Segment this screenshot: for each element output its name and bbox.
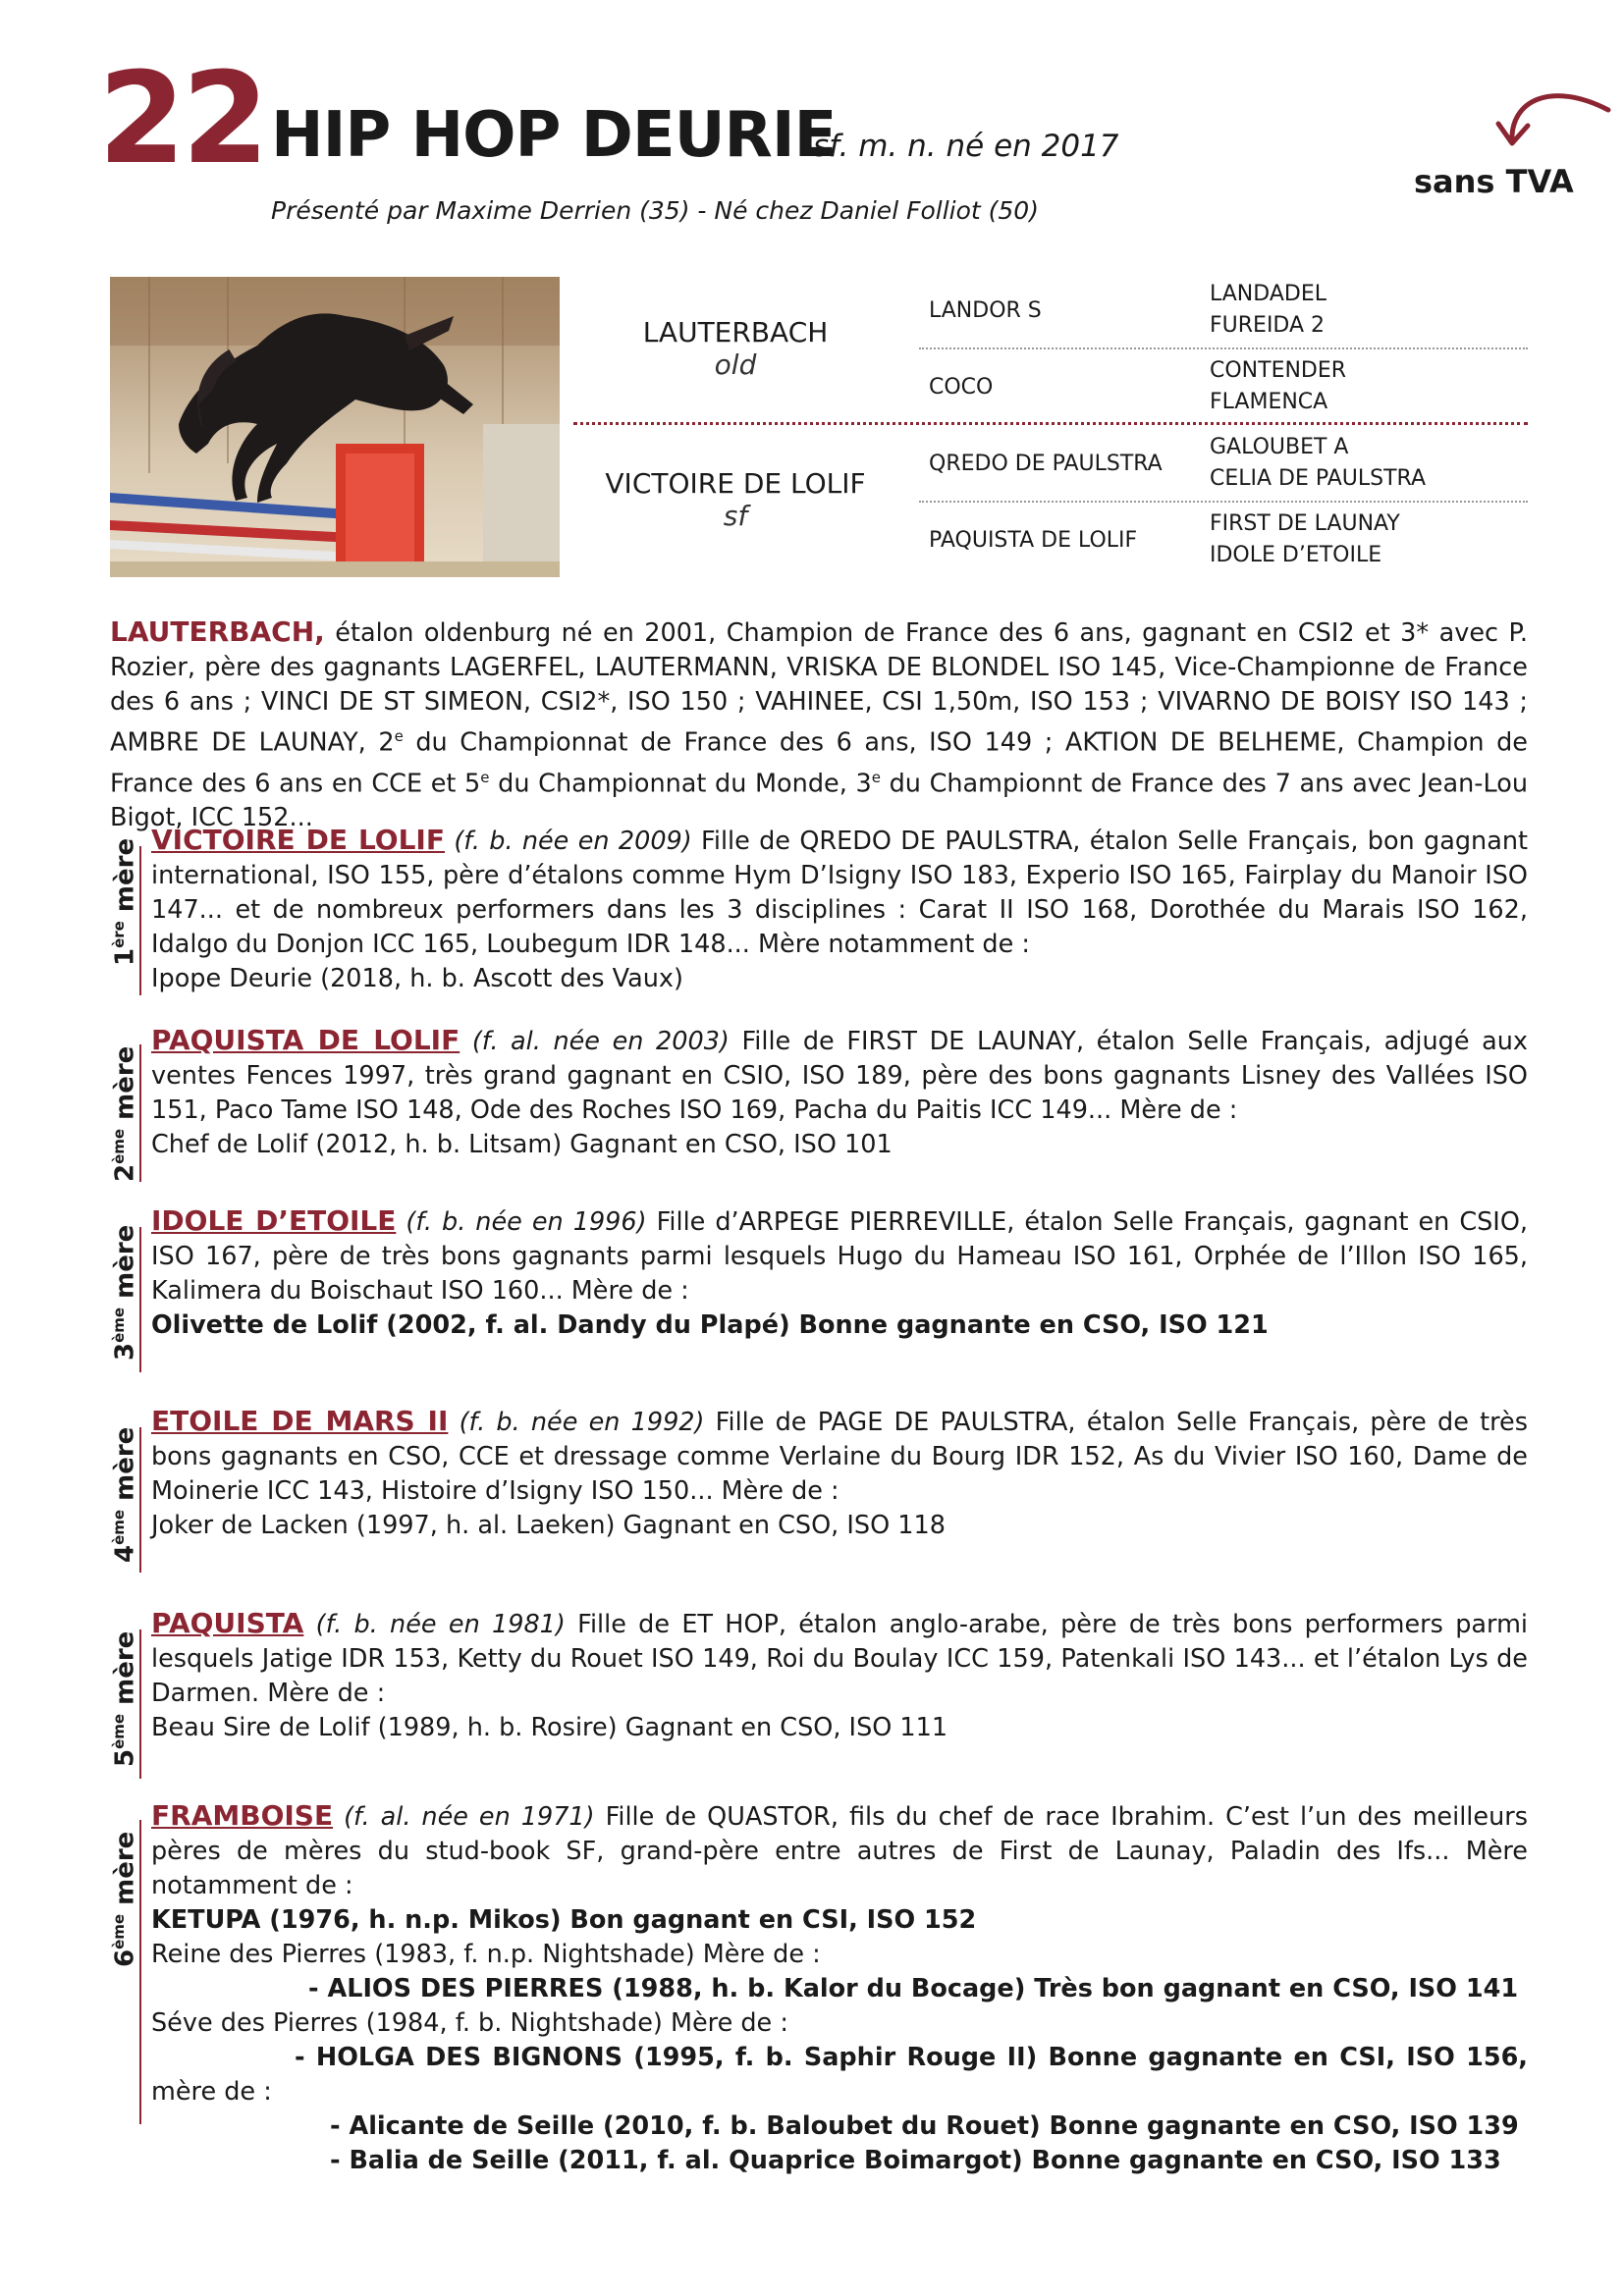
pedigree-ds: QREDO DE PAULSTRA [929,452,1163,476]
dam-4-name: ETOILE DE MARS II [151,1405,449,1437]
dam-4-produce: Joker de Lacken (1997, h. al. Laeken) Gagnant en CSO, ISO 118 [151,1511,946,1540]
dam-3-block: IDOLE D’ETOILE (f. b. née en 1996) Fille d’ARPEGE PIERREVILLE, étalon Selle Français, gagnant en CSIO, ISO 167, père de très bons gagnants parmi lesquels Hugo du Hameau ISO 161, Orphée de l’Illon ISO 165, Kalimera du Boischaut ISO 160... Mère de : Olivette de Lolif (2002, f. al. Dandy du Plapé) Bonne gagnante en CSO, ISO 121 [151,1204,1529,1340]
sire-name: LAUTERBACH [642,316,829,348]
sire-description: LAUTERBACH, étalon oldenburg né en 2001, Champion de France des 6 ans, gagnant en CSI2 et 3* avec P. Rozier, père des gagnants LAGERFEL, LAUTERMANN, VRISKA DE BLONDEL ISO 145, Vice-Championne de France des 6 ans ; VINCI DE ST SIMEON, CSI2*, ISO 150 ; VAHINEE, CSI 1,50m, ISO 153 ; VIVARNO DE BOISY ISO 143 ; AMBRE DE LAUNAY, 2e du Championnat de France des 6 ans, ISO 149 ; AKTION DE BELHEME, Champion de France des 6 ans en CCE et 5e du Championnat du Monde, 3e du Championnt de France des 7 ans avec Jean-Lou Bigot, ICC 152... [110,615,1529,832]
pedigree-sd: COCO [929,375,994,400]
dam-6-produce-4: Séve des Pierres (1984, f. b. Nightshade) Mère de : [151,2008,788,2038]
dam-2-produce: Chef de Lolif (2012, h. b. Litsam) Gagnant en CSO, ISO 101 [151,1130,893,1159]
presenter-line: Présenté par Maxime Derrien (35) - Né chez Daniel Folliot (50) [271,196,1039,225]
dam-1-label: 1ère mère [110,837,140,966]
dam-3-name: IDOLE D’ETOILE [151,1204,397,1237]
dam-2-name: PAQUISTA DE LOLIF [151,1024,460,1056]
dam-6-name: FRAMBOISE [151,1799,334,1832]
pedigree-dds: FIRST DE LAUNAY [1210,511,1400,536]
pedigree-divider [919,347,1528,349]
dam-4-block: ETOILE DE MARS II (f. b. née en 1992) Fille de PAGE DE PAULSTRA, étalon Selle Français, père de très bons gagnants en CSO, CCE et dressage comme Verlaine du Bourg IDR 152, As du Vivier ISO 160, Dame de Moinerie ICC 143, Histoire d’Isigny ISO 150... Mère de : Joker de Lacken (1997, h. al. Laeken) Gagnant en CSO, ISO 118 [151,1405,1529,1540]
lot-number: 22 [98,46,266,192]
pedigree-ssd: FUREIDA 2 [1210,313,1326,338]
pedigree-dss: GALOUBET A [1210,435,1349,459]
dam-5-label: 5ème mère [110,1630,140,1767]
curved-arrow-icon [1492,80,1614,153]
pedigree-sdd: FLAMENCA [1210,390,1328,414]
dam-5-name: PAQUISTA [151,1607,304,1639]
sire-breed: old [714,348,757,381]
pedigree-dsd: CELIA DE PAULSTRA [1210,466,1426,491]
dam-6-produce-6: - Alicante de Seille (2010, f. b. Baloubet du Rouet) Bonne gagnante en CSO, ISO 139 [330,2111,1519,2141]
dam-2-label: 2ème mère [110,1045,140,1182]
pedigree-ddd: IDOLE D’ETOILE [1210,543,1382,567]
dam-name: VICTOIRE DE LOLIF [605,467,866,500]
dam-6-produce-7: - Balia de Seille (2011, f. al. Quaprice Boimargot) Bonne gagnante en CSO, ISO 133 [330,2146,1501,2175]
dam-5-produce: Beau Sire de Lolif (1989, h. b. Rosire) Gagnant en CSO, ISO 111 [151,1713,948,1742]
dam-2-block: PAQUISTA DE LOLIF (f. al. née en 2003) Fille de FIRST DE LAUNAY, étalon Selle Français, adjugé aux ventes Fences 1997, très grand gagnant en CSIO, ISO 189, père des bons gagnants Lisney des Vallées ISO 151, Paco Tame ISO 148, Ode des Roches ISO 169, Pacha du Paitis ICC 149... Mère de : Chef de Lolif (2012, h. b. Litsam) Gagnant en CSO, ISO 101 [151,1024,1528,1159]
pedigree-sds: CONTENDER [1210,358,1347,383]
dam-6-produce-2: Reine des Pierres (1983, f. n.p. Nightshade) Mère de : [151,1940,821,1969]
pedigree-dd: PAQUISTA DE LOLIF [929,528,1138,553]
dam-1-name: VICTOIRE DE LOLIF [151,824,445,856]
dam-3-produce: Olivette de Lolif (2002, f. al. Dandy du Plapé) Bonne gagnante en CSO, ISO 121 [151,1310,1269,1340]
horse-jumping-photo [110,277,560,577]
pedigree-sss: LANDADEL [1210,282,1326,306]
dam-6-block: FRAMBOISE (f. al. née en 1971) Fille de QUASTOR, fils du chef de race Ibrahim. C’est l’un des meilleurs pères de mères du stud-book SF, grand-père entre autres de First de Launay, Paladin des Ifs... Mère notamment de : KETUPA (1976, h. n.p. Mikos) Bon gagnant en CSI, ISO 152 Reine des Pierres (1983, f. n.p. Nightshade) Mère de : - ALIOS DES PIERRES (1988, h. b. Kalor du Bocage) Très bon gagnant en CSO, ISO 141 Séve des Pierres (1984, f. b. Nightshade) Mère de : - HOLGA DES BIGNONS (1995, f. b. Saphir Rouge II) Bonne gagnante en CSI, ISO 156, mère de : - Alicante de Seille (2010, f. b. Baloubet du Rouet) Bonne gagnante en CSO, ISO 139 - Balia de Seille (2011, f. al. Quaprice Boimargot) Bonne gagnante en CSO, ISO 133 [151,1799,1528,2175]
dam-6-produce-1: KETUPA (1976, h. n.p. Mikos) Bon gagnant en CSI, ISO 152 [151,1905,977,1935]
pedigree-ss: LANDOR S [929,298,1042,323]
dam-4-label: 4ème mère [110,1426,140,1563]
dam-3-label: 3ème mère [110,1224,140,1361]
pedigree-dam [573,467,897,532]
dam-5-block: PAQUISTA (f. b. née en 1981) Fille de ET HOP, étalon anglo-arabe, père de très bons performers parmi lesquels Jatige IDR 153, Ketty du Rouet ISO 149, Roi du Boulay ICC 159, Patenkali ISO 143... et l’étalon Lys de Darmen. Mère de : Beau Sire de Lolif (1989, h. b. Rosire) Gagnant en CSO, ISO 111 [151,1607,1528,1742]
dam-1-produce: Ipope Deurie (2018, h. b. Ascott des Vaux) [151,964,683,993]
pedigree-divider [919,501,1528,503]
dam-breed: sf [723,500,748,532]
horse-description: sf. m. n. né en 2017 [813,129,1119,164]
horse-name: HIP HOP DEURIE [271,99,837,172]
pedigree-sire [573,316,897,381]
dam-6-label: 6ème mère [110,1831,140,1967]
tva-label: sans TVA [1414,163,1574,200]
dam-6-produce-5: - HOLGA DES BIGNONS (1995, f. b. Saphir Rouge II) Bonne gagnante en CSI, ISO 156, [295,2043,1528,2072]
dam-1-block: VICTOIRE DE LOLIF (f. b. née en 2009) Fille de QREDO DE PAULSTRA, étalon Selle Français, bon gagnant international, ISO 155, père d’étalons comme Hym D’Isigny ISO 183, Experio ISO 165, Fairplay du Manoir ISO 147... et de nombreux performers dans les 3 disciplines : Carat II ISO 168, Dorothée du Marais ISO 162, Idalgo du Donjon ICC 165, Loubegum IDR 148... Mère notamment de : Ipope Deurie (2018, h. b. Ascott des Vaux) [151,824,1528,993]
dam-6-produce-3: - ALIOS DES PIERRES (1988, h. b. Kalor du Bocage) Très bon gagnant en CSO, ISO 141 [308,1974,1519,2003]
pedigree-divider-main [573,422,1528,425]
sire-para-name: LAUTERBACH, [110,615,325,648]
